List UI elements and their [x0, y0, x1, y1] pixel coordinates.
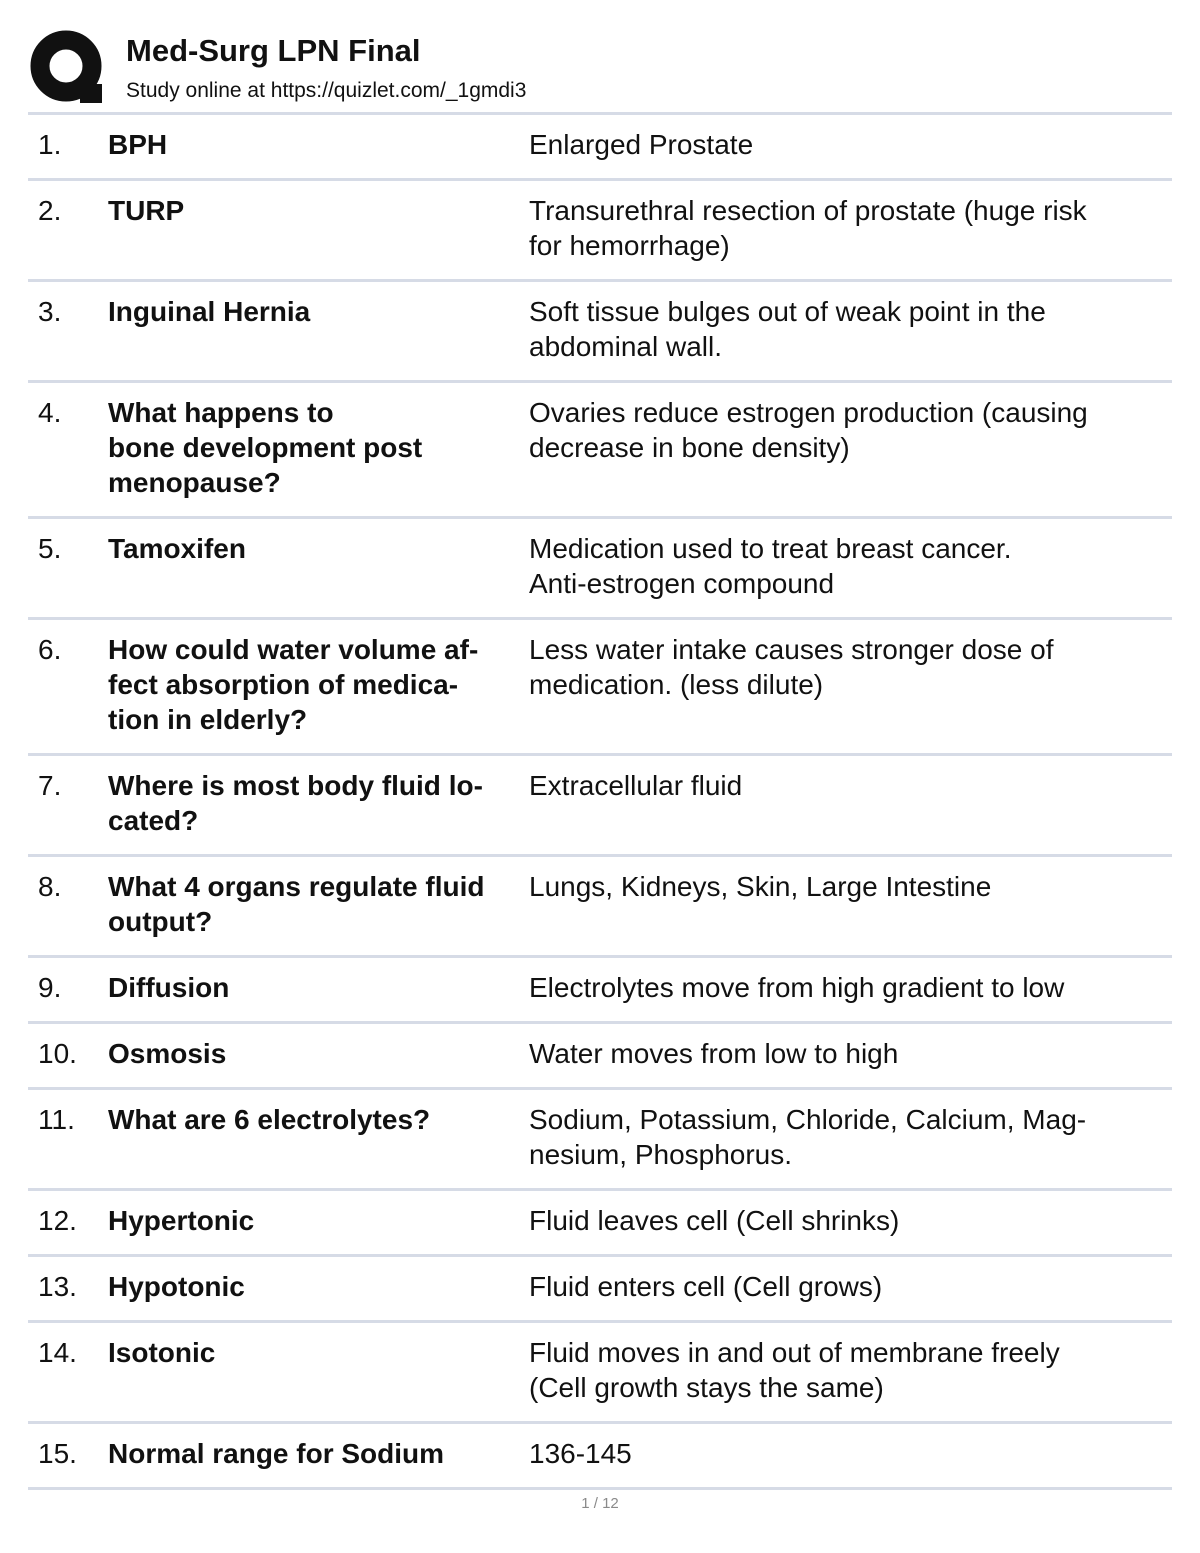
card-number: 6. — [38, 634, 62, 665]
page-number: 1 / 12 — [581, 1495, 619, 1512]
card-definition: Sodium, Potassium, Chloride, Calcium, Mag- nesium, Phosphorus. — [529, 1104, 1087, 1170]
flashcard-row — [28, 620, 1172, 756]
card-number: 8. — [38, 871, 62, 902]
card-term: What are 6 electrolytes? — [108, 1104, 431, 1135]
card-number: 4. — [38, 397, 62, 428]
flashcard-row — [28, 282, 1172, 383]
card-definition: Extracellular fluid — [529, 770, 743, 801]
card-definition: Transurethral resection of prostate (huge risk for hemorrhage) — [529, 195, 1087, 261]
flashcard-row — [28, 1257, 1172, 1323]
document-title: Med-Surg LPN Final — [126, 33, 421, 68]
card-definition: Lungs, Kidneys, Skin, Large Intestine — [529, 871, 992, 902]
card-term: TURP — [108, 195, 185, 226]
card-term: Osmosis — [108, 1038, 227, 1069]
card-number: 15. — [38, 1438, 77, 1469]
card-definition: Electrolytes move from high gradient to low — [529, 972, 1065, 1003]
card-definition: 136-145 — [529, 1438, 632, 1469]
card-term: Inguinal Hernia — [108, 296, 311, 327]
card-definition: Fluid leaves cell (Cell shrinks) — [529, 1205, 900, 1236]
card-term: Tamoxifen — [108, 533, 246, 564]
card-term: Diffusion — [108, 972, 230, 1003]
card-term: BPH — [108, 129, 168, 160]
card-definition: Water moves from low to high — [529, 1038, 899, 1069]
card-definition: Fluid moves in and out of membrane freely (Cell growth stays the same) — [529, 1337, 1060, 1403]
card-term: Normal range for Sodium — [108, 1438, 445, 1469]
card-term: Hypotonic — [108, 1271, 245, 1302]
card-definition: Less water intake causes stronger dose of medication. (less dilute) — [529, 634, 1054, 700]
flashcard-row — [28, 958, 1172, 1024]
flashcard-row — [28, 383, 1172, 519]
card-definition: Medication used to treat breast cancer. Anti-estrogen compound — [529, 533, 1012, 599]
card-definition: Fluid enters cell (Cell grows) — [529, 1271, 883, 1302]
flashcard-row — [28, 1090, 1172, 1191]
flashcard-row — [28, 1024, 1172, 1090]
study-link-text: Study online at https://quizlet.com/_1gmdi3 — [126, 79, 527, 102]
flashcard-row — [28, 519, 1172, 620]
flashcard-row — [28, 1323, 1172, 1424]
card-term: How could water volume af- fect absorption of medica- tion in elderly? — [108, 634, 479, 735]
flashcard-row — [28, 115, 1172, 181]
card-number: 14. — [38, 1337, 77, 1368]
card-term: What 4 organs regulate fluid output? — [108, 871, 485, 937]
flashcard-list — [28, 112, 1172, 1490]
flashcard-row — [28, 756, 1172, 857]
card-number: 12. — [38, 1205, 77, 1236]
card-definition: Soft tissue bulges out of weak point in the abdominal wall. — [529, 296, 1046, 362]
card-number: 1. — [38, 129, 62, 160]
card-number: 9. — [38, 972, 62, 1003]
card-definition: Enlarged Prostate — [529, 129, 754, 160]
card-number: 7. — [38, 770, 62, 801]
card-term: Where is most body fluid lo- cated? — [108, 770, 483, 836]
quizlet-logo-icon — [30, 30, 106, 106]
card-number: 11. — [38, 1104, 75, 1135]
card-number: 3. — [38, 296, 62, 327]
card-number: 10. — [38, 1038, 77, 1069]
card-term: Isotonic — [108, 1337, 216, 1368]
card-term: Hypertonic — [108, 1205, 255, 1236]
flashcard-row — [28, 857, 1172, 958]
flashcard-row — [28, 181, 1172, 282]
card-number: 13. — [38, 1271, 77, 1302]
flashcard-row — [28, 1191, 1172, 1257]
card-number: 2. — [38, 195, 62, 226]
flashcard-row — [28, 1424, 1172, 1490]
card-term: What happens to bone development post menopause? — [108, 397, 423, 498]
document-header — [28, 28, 1172, 108]
card-definition: Ovaries reduce estrogen production (causing decrease in bone density) — [529, 397, 1088, 463]
card-number: 5. — [38, 533, 62, 564]
